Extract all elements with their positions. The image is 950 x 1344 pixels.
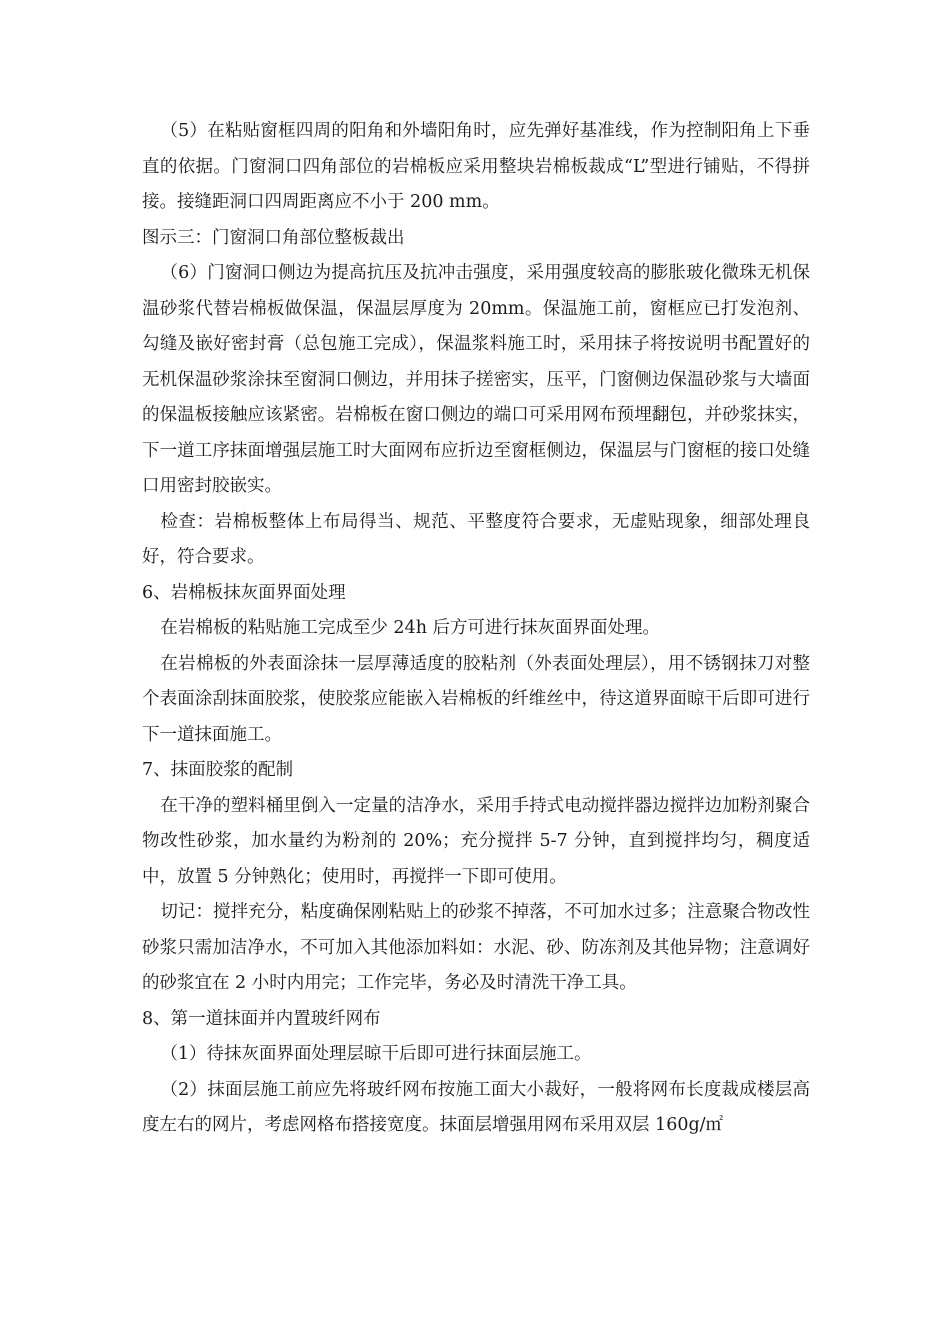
paragraph-interface-timing: 在岩棉板的粘贴施工完成至少 24h 后方可进行抹灰面界面处理。	[160, 618, 661, 638]
paragraph-window-side: （6）门窗洞口侧边为提高抗压及抗冲击强度，采用强度较高的膨胀玻化微珠无机保温砂浆代替岩棉板做保温，保温层厚度为 20mm。保温施工前，窗框应已打发泡剂、勾缝及嵌好密封膏（总包施工完成），保温浆料施工时，采用抹子将按说明书配置好的无机保温砂浆涂抹至窗洞口侧边，并用抹子搓密实，压平，门窗侧边保温砂浆与大墙面的保温板接触应该紧密。岩棉板在窗口侧边的端口可采用网布预埋翻包，并砂浆抹实，下一道工序抹面增强层施工时大面网布应折边至窗框侧边，保温层与门窗框的接口处缝口用密封胶嵌实。	[142, 263, 810, 496]
figure-caption: 图示三：门窗洞口角部位整板裁出	[142, 227, 405, 248]
paragraph-mixing-notes: 切记：搅拌充分，粘度确保刚粘贴上的砂浆不掉落，不可加水过多；注意聚合物改性砂浆只需加洁净水，不可加入其他添加料如：水泥、砂、防冻剂及其他异物；注意调好的砂浆宜在 2 小时内用完；工作完毕，务必及时清洗干净工具。	[142, 902, 810, 993]
paragraph-mortar-mixing: 在干净的塑料桶里倒入一定量的洁净水，采用手持式电动搅拌器边搅拌边加粉剂聚合物改性砂浆，加水量约为粉剂的 20%；充分搅拌 5-7 分钟，直到搅拌均匀，稠度适中，放置 5 分钟熟化；使用时，再搅拌一下即可使用。	[142, 795, 810, 887]
section-heading-6: 6、岩棉板抹灰面界面处理	[142, 582, 346, 603]
paragraph-inspection: 检查：岩棉板整体上布局得当、规范、平整度符合要求，无虚贴现象，细部处理良好，符合要求。	[142, 511, 810, 567]
paragraph-window-corner: （5）在粘贴窗框四周的阳角和外墙阳角时，应先弹好基准线，作为控制阳角上下垂直的依据。门窗洞口四角部位的岩棉板应采用整块岩棉板裁成“L”型进行铺贴，不得拼接。接缝距洞口四周距离应不小于 200 mm。	[142, 121, 810, 212]
section-heading-8: 8、第一道抹面并内置玻纤网布	[142, 1008, 381, 1029]
document-body	[142, 114, 810, 1144]
paragraph-step-1: （1）待抹灰面界面处理层晾干后即可进行抹面层施工。	[160, 1044, 592, 1064]
section-heading-7: 7、抹面胶浆的配制	[142, 760, 294, 780]
paragraph-step-2: （2）抹面层施工前应先将玻纤网布按施工面大小裁好，一般将网布长度裁成楼层高度左右的网片，考虑网格布搭接宽度。抹面层增强用网布采用双层 160g/㎡	[142, 1079, 810, 1135]
paragraph-interface-method: 在岩棉板的外表面涂抹一层厚薄适度的胶粘剂（外表面处理层），用不锈钢抹刀对整个表面涂刮抹面胶浆，使胶浆应能嵌入岩棉板的纤维丝中，待这道界面晾干后即可进行下一道抹面施工。	[142, 653, 810, 745]
